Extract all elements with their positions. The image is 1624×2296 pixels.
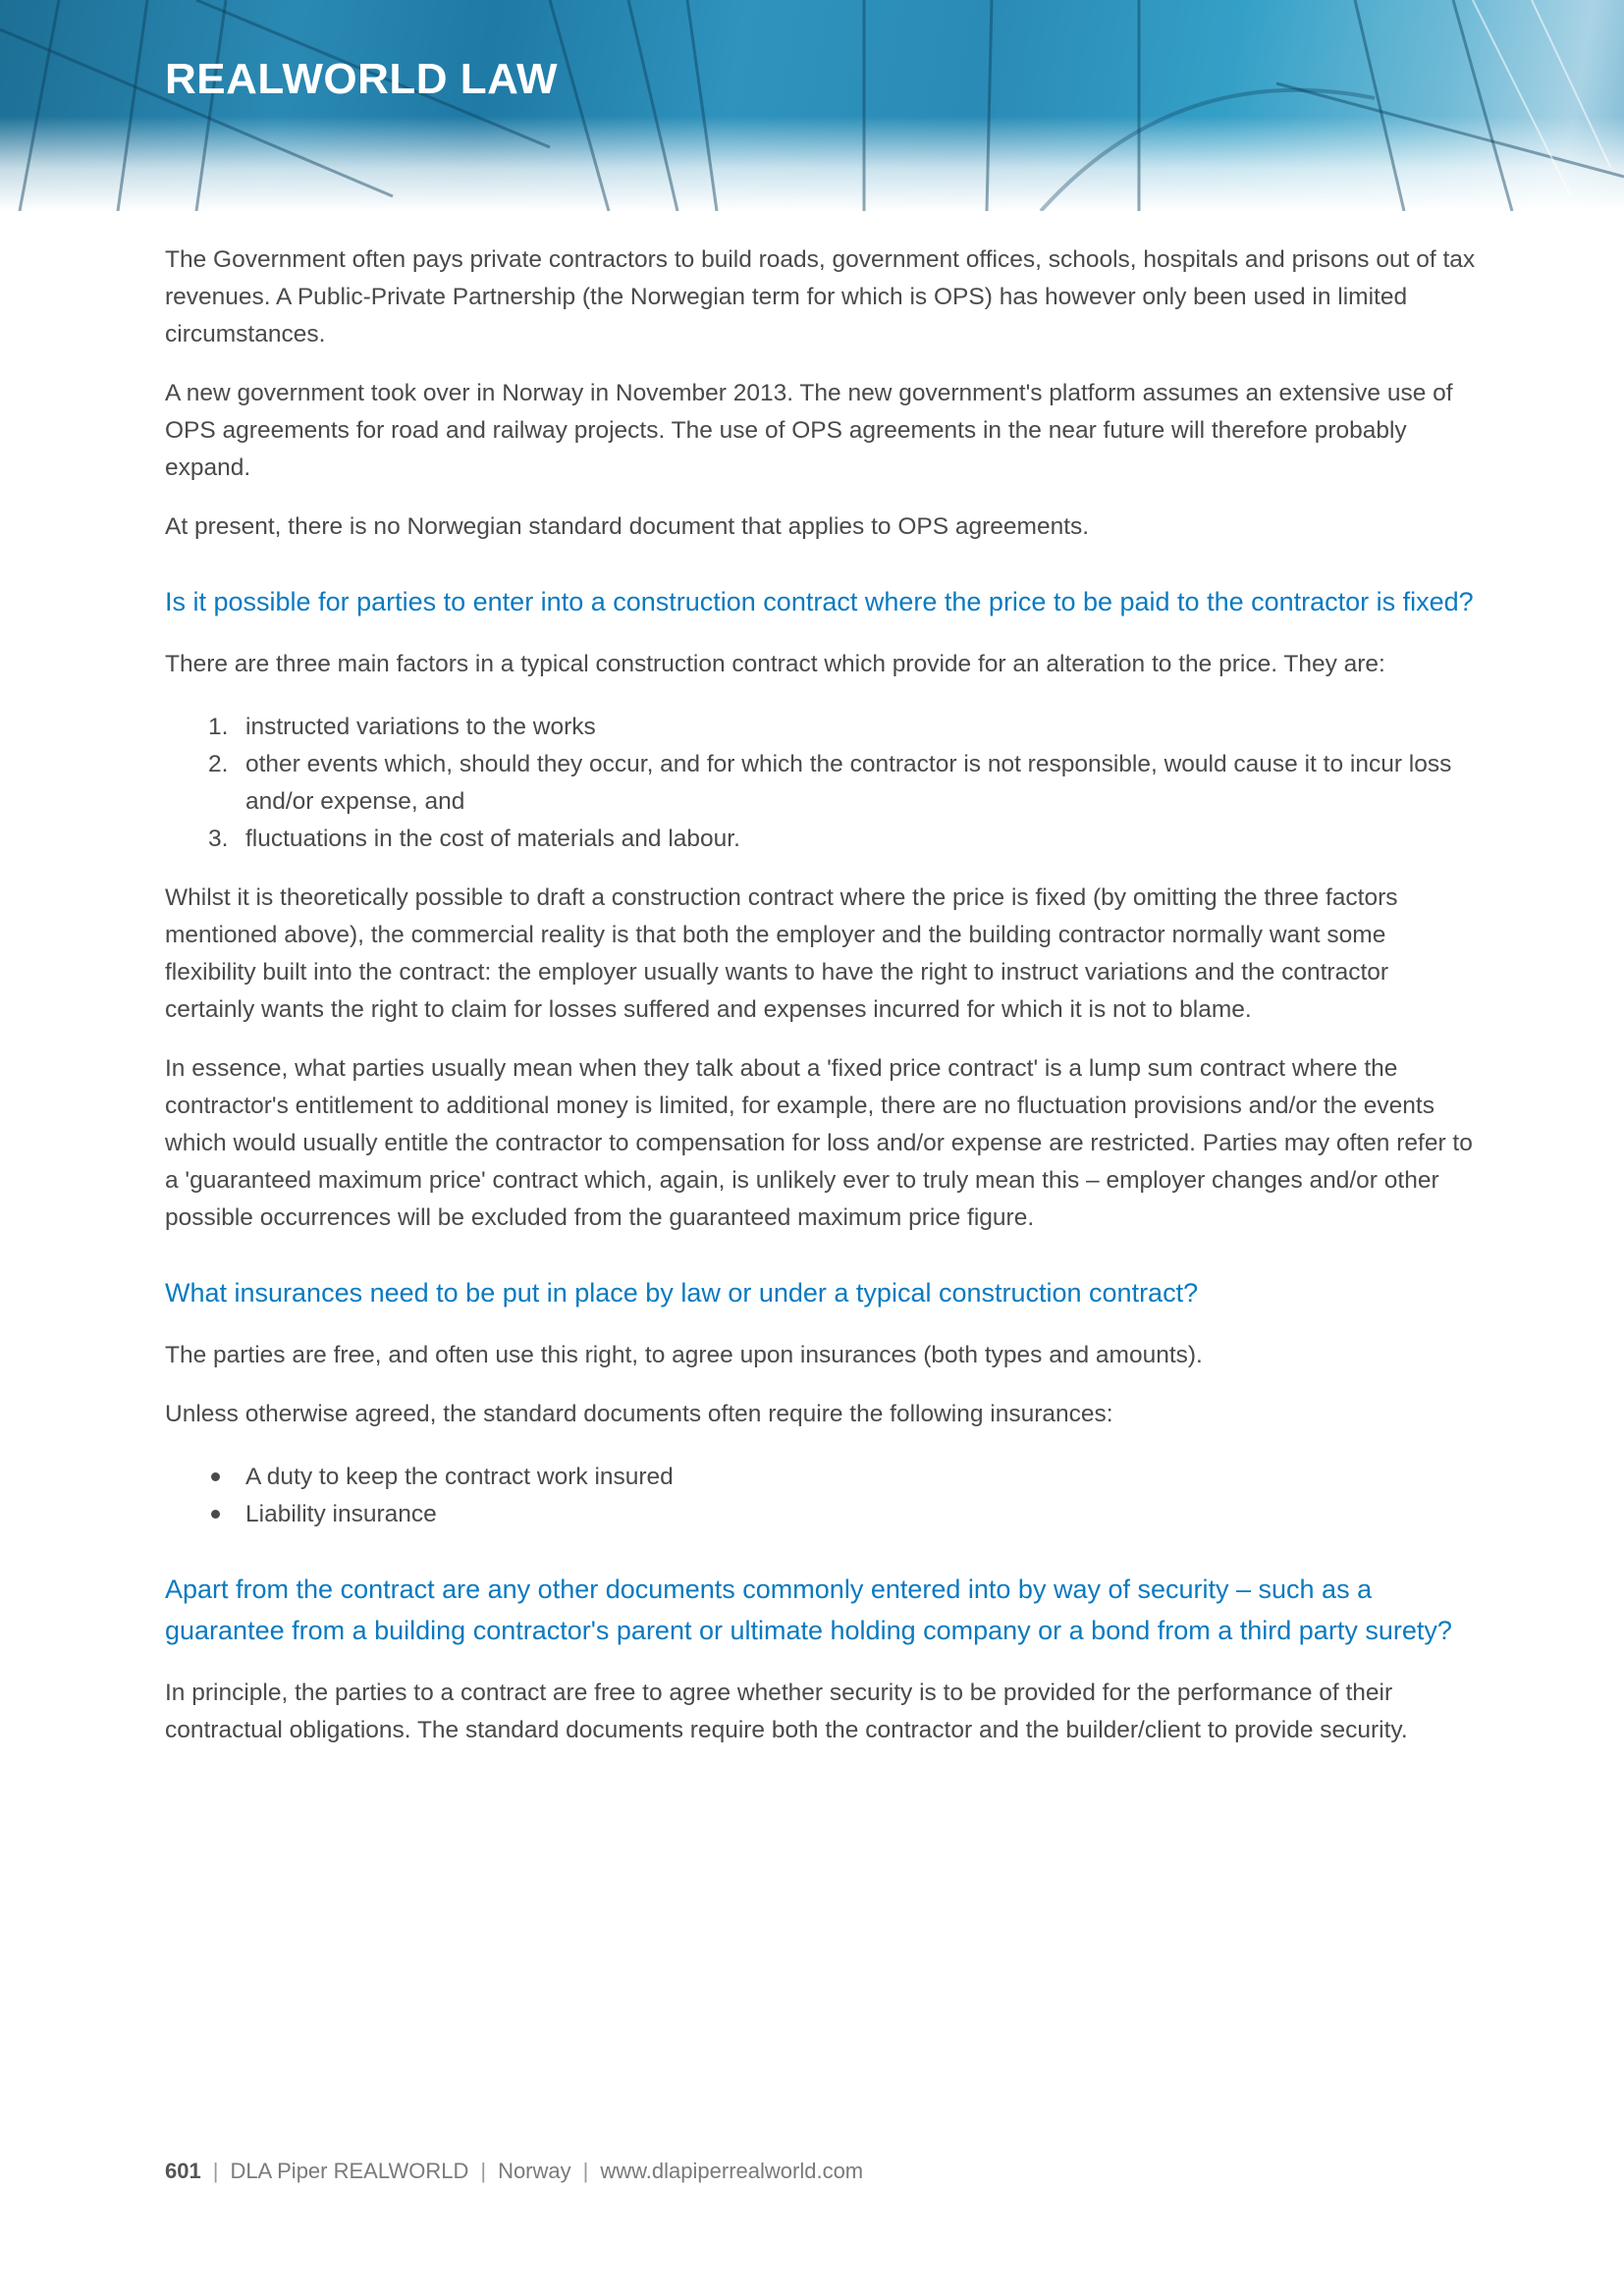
price-factors-list	[165, 709, 1481, 858]
body-paragraph: The parties are free, and often use this right, to agree upon insurances (both types and amounts).	[165, 1342, 1203, 1368]
footer-separator: |	[212, 2159, 219, 2183]
intro-paragraph: The Government often pays private contractors to build roads, government offices, schools, hospitals and prisons out of tax revenues. A Public-Private Partnership (the Norwegian term for which is OPS) has however only been used in limited circumstances.	[165, 246, 1476, 347]
footer-country: Norway	[498, 2159, 571, 2183]
section-heading-security: Apart from the contract are any other documents commonly entered into by way of security – such as a guarantee from a building contractor's parent or ultimate holding company or a bond from a third party surety?	[165, 1575, 1452, 1645]
body-paragraph: In principle, the parties to a contract are free to agree whether security is to be provided for the performance of their contractual obligations. The standard documents require both the contractor and the builder/client to provide security.	[165, 1680, 1408, 1743]
footer-publication: DLA Piper REALWORLD	[230, 2159, 469, 2183]
list-item-text: fluctuations in the cost of materials and labour.	[245, 826, 740, 852]
section-heading-fixed-price: Is it possible for parties to enter into a construction contract where the price to be paid to the contractor is fixed?	[165, 587, 1474, 616]
list-item-text: instructed variations to the works	[245, 714, 596, 740]
footer-website-link[interactable]: www.dlapiperrealworld.com	[600, 2159, 864, 2183]
footer-separator: |	[582, 2159, 589, 2183]
section-heading-insurances: What insurances need to be put in place by law or under a typical construction contract?	[165, 1278, 1199, 1308]
page-footer	[165, 2159, 863, 2184]
intro-paragraph: A new government took over in Norway in November 2013. The new government's platform assumes an extensive use of OPS agreements for road and railway projects. The use of OPS agreements in the near future will therefore probably expand.	[165, 380, 1453, 481]
section-lead-paragraph: There are three main factors in a typical construction contract which provide for an alteration to the price. They are:	[165, 651, 1385, 677]
document-body	[165, 241, 1481, 1771]
list-item-text: other events which, should they occur, and for which the contractor is not responsible, would cause it to incur loss and/or expense, and	[245, 751, 1452, 815]
list-item-text: A duty to keep the contract work insured	[245, 1464, 674, 1490]
body-paragraph: Whilst it is theoretically possible to draft a construction contract where the price is fixed (by omitting the three factors mentioned above), the commercial reality is that both the employer and the building contractor normally want some flexibility built into the contract: the employer usually wants to have the right to instruct variations and the contractor certainly wants the right to claim for losses suffered and expenses incurred for which it is not to blame.	[165, 884, 1398, 1023]
page-number: 601	[165, 2159, 201, 2183]
body-paragraph: Unless otherwise agreed, the standard documents often require the following insurances:	[165, 1401, 1113, 1427]
header-banner	[0, 0, 1624, 211]
footer-separator: |	[480, 2159, 487, 2183]
list-item	[165, 1496, 1481, 1533]
building-glass-facade-image	[0, 0, 1624, 211]
list-item	[165, 821, 1481, 858]
bullet-icon	[211, 1510, 220, 1519]
bullet-icon	[211, 1472, 220, 1481]
list-number: 3.	[208, 826, 229, 852]
body-paragraph: In essence, what parties usually mean when they talk about a 'fixed price contract' is a lump sum contract where the contractor's entitlement to additional money is limited, for example, there are no fluctuation provisions and/or the events which would usually entitle the contractor to compensation for loss and/or expense are restricted. Parties may often refer to a 'guaranteed maximum price' contract which, again, is unlikely ever to truly mean this – employer changes and/or other possible occurrences will be excluded from the guaranteed maximum price figure.	[165, 1055, 1473, 1231]
list-item	[165, 1459, 1481, 1496]
intro-paragraph: At present, there is no Norwegian standard document that applies to OPS agreements.	[165, 513, 1090, 540]
list-item	[165, 709, 1481, 746]
insurances-list	[165, 1459, 1481, 1533]
list-item	[165, 746, 1481, 821]
list-number: 1.	[208, 714, 229, 740]
list-item-text: Liability insurance	[245, 1501, 437, 1527]
page-title: REALWORLD LAW	[165, 55, 559, 103]
list-number: 2.	[208, 751, 229, 777]
